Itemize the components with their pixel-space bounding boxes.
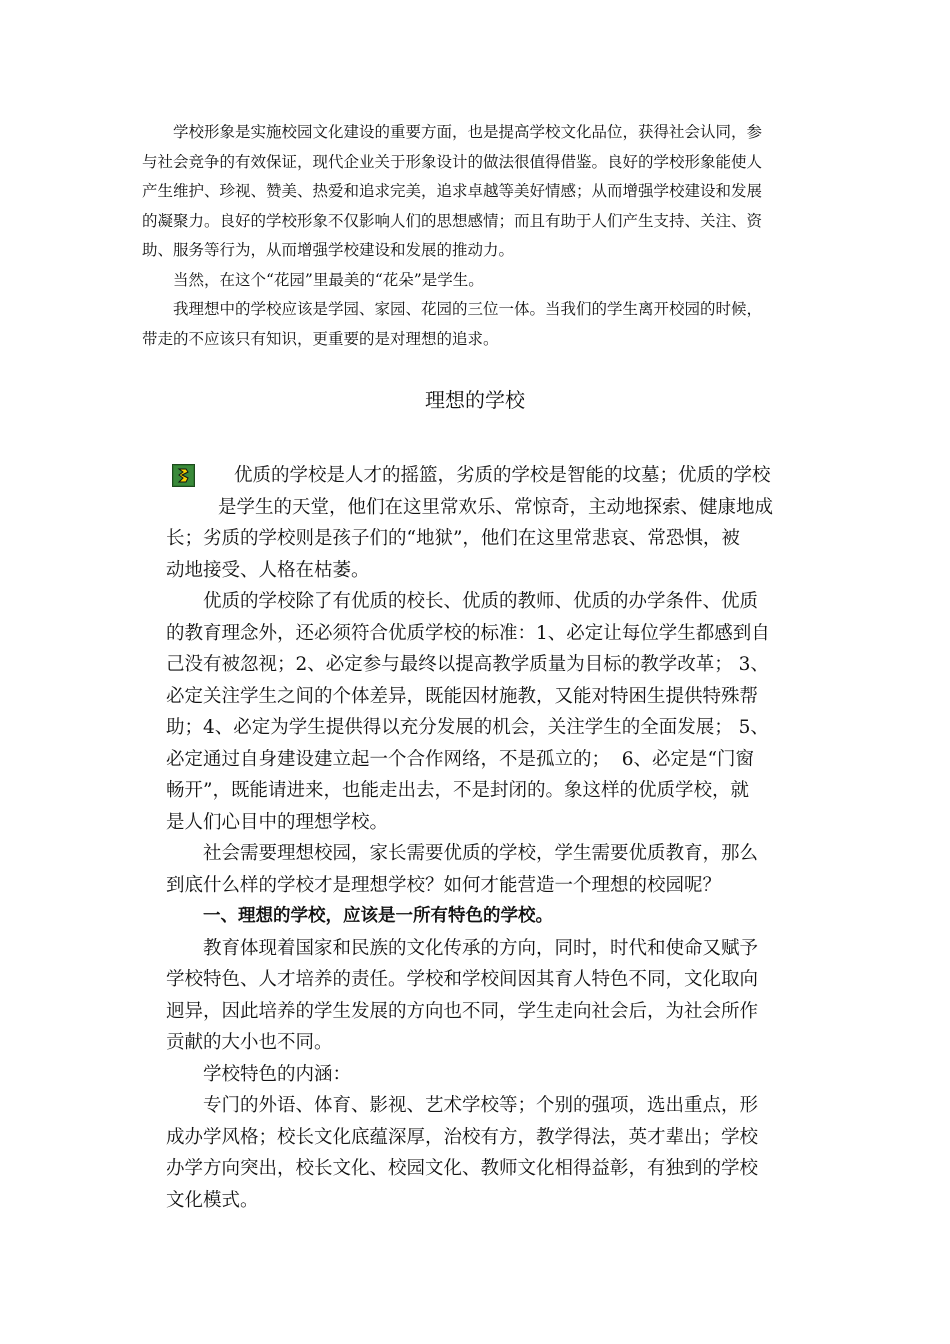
body-line: 文化模式。 xyxy=(166,1189,259,1211)
body-line: 畅开”，既能请进来，也能走出去，不是封闭的。象这样的优质学校，就 xyxy=(166,780,749,801)
body-line: 必定通过自身建设建立起一个合作网络，不是孤立的； 6、必定是“门窗 xyxy=(166,748,754,770)
body-line: 己没有被忽视；2、必定参与最终以提高教学质量为目标的教学改革； 3、 xyxy=(166,654,769,675)
body-line: 必定关注学生之间的个体差异，既能因材施教，又能对特困生提供特殊帮 xyxy=(166,685,759,707)
body-line: 是学生的天堂，他们在这里常欢乐、常惊奇，主动地探索、健康地成 xyxy=(218,496,774,518)
intro-line: 与社会竞争的有效保证，现代企业关于形象设计的做法很值得借鉴。良好的学校形象能使人 xyxy=(142,152,763,171)
body-line: 社会需要理想校园，家长需要优质的学校，学生需要优质教育，那么 xyxy=(203,843,759,864)
body-line: 的教育理念外，还必须符合优质学校的标准：1、必定让每位学生都感到自 xyxy=(166,622,770,644)
intro-line: 助、服务等行为，从而增强学校建设和发展的推动力。 xyxy=(142,241,515,259)
intro-line: 产生维护、珍视、赞美、热爱和追求完美，追求卓越等美好情感；从而增强学校建设和发展 xyxy=(142,182,763,200)
body-line: 长；劣质的学校则是孩子们的“地狱”，他们在这里常悲哀、常恐惧，被 xyxy=(166,528,740,549)
body-line: 教育体现着国家和民族的文化传承的方向，同时，时代和使命又赋予 xyxy=(203,937,759,959)
body-line: 是人们心目中的理想学校。 xyxy=(166,811,389,833)
body-line: 助；4、必定为学生提供得以充分发展的机会，关注学生的全面发展； 5、 xyxy=(166,717,769,738)
intro-line: 带走的不应该只有知识，更重要的是对理想的追求。 xyxy=(142,329,499,348)
body-line: 专门的外语、体育、影视、艺术学校等；个别的强项，选出重点，形 xyxy=(203,1095,759,1116)
intro-line: 学校形象是实施校园文化建设的重要方面，也是提高学校文化品位，获得社会认同，参 xyxy=(173,123,763,141)
section-heading: 理想的学校 xyxy=(425,388,525,412)
body-line: 办学方向突出，校长文化、校园文化、教师文化相得益彰，有独到的学校 xyxy=(166,1158,759,1179)
body-line: 到底什么样的学校才是理想学校？如何才能营造一个理想的校园呢？ xyxy=(166,874,722,896)
body-line: 动地接受、人格在枯萎。 xyxy=(166,559,370,581)
body-line: 优质的学校除了有优质的校长、优质的教师、优质的办学条件、优质 xyxy=(203,591,759,612)
intro-line: 当然，在这个“花园”里最美的“花朵”是学生。 xyxy=(173,270,484,289)
body-line: 迥异，因此培养的学生发展的方向也不同，学生走向社会后，为社会所作 xyxy=(166,1000,759,1022)
body-paragraphs xyxy=(166,460,786,1216)
intro-line: 我理想中的学校应该是学园、家园、花园的三位一体。当我们的学生离开校园的时候， xyxy=(173,300,763,318)
body-line: 学校特色的内涵： xyxy=(203,1063,352,1085)
body-line: 优质的学校是人才的摇篮，劣质的学校是智能的坟墓；优质的学校 xyxy=(234,465,771,486)
intro-paragraphs xyxy=(142,118,810,354)
subheading-line: 一、理想的学校，应该是一所有特色的学校。 xyxy=(203,906,553,926)
body-line: 成办学风格；校长文化底蕴深厚，治校有方，教学得法，英才辈出；学校 xyxy=(166,1126,759,1148)
intro-line: 的凝聚力。良好的学校形象不仅影响人们的思想感情；而且有助于人们产生支持、关注、资 xyxy=(142,211,763,230)
body-line: 贡献的大小也不同。 xyxy=(166,1032,333,1053)
body-line: 学校特色、人才培养的责任。学校和学校间因其育人特色不同，文化取向 xyxy=(166,969,759,990)
